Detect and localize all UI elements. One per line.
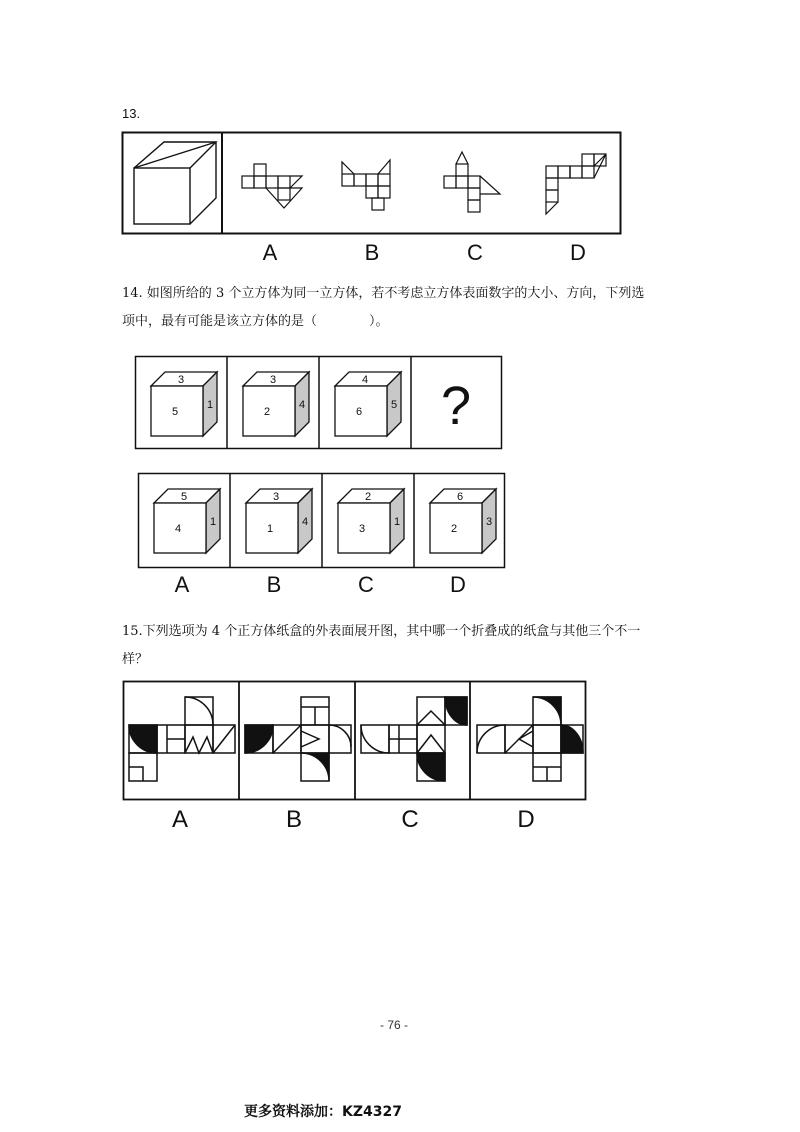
given-cube-2-front: 2 bbox=[263, 406, 271, 418]
q13-option-c-label: C bbox=[467, 240, 483, 265]
choice-cube-d-top: 6 bbox=[456, 491, 464, 503]
q15-option-b-label: B bbox=[285, 806, 302, 833]
choice-cube-c-side: 1 bbox=[393, 516, 401, 528]
given-cube-1-top: 3 bbox=[177, 374, 185, 386]
q14-question-line1: 14. 如图所给的 3 个立方体为同一立方体，若不考虑立方体表面数字的大小、方向，下列选 bbox=[122, 286, 645, 301]
choice-cube-c-top: 2 bbox=[364, 491, 372, 503]
choice-cube-a-front: 4 bbox=[174, 523, 182, 535]
choice-cube-b bbox=[246, 489, 312, 553]
q13-option-a-label: A bbox=[262, 240, 278, 265]
given-cube-2-top: 3 bbox=[269, 374, 277, 386]
q15-net-a bbox=[129, 697, 235, 781]
choice-cube-a bbox=[154, 489, 220, 553]
page-number: - 76 - bbox=[380, 1018, 409, 1032]
q15-question-line2: 样？ bbox=[122, 652, 149, 667]
choice-cube-b-front: 1 bbox=[266, 523, 274, 535]
given-cube-2-side: 4 bbox=[298, 399, 306, 411]
choice-cube-d bbox=[430, 489, 496, 553]
q13-net-d bbox=[546, 154, 606, 214]
choice-cube-a-top: 5 bbox=[180, 491, 188, 503]
q15-question-line1: 15.下列选项为 4 个正方体纸盒的外表面展开图，其中哪一个折叠成的纸盒与其他三个不一 bbox=[122, 624, 641, 639]
given-cube-1-side: 1 bbox=[206, 399, 214, 411]
q14-option-c-label: C bbox=[358, 572, 374, 597]
given-cube-3-front: 6 bbox=[355, 406, 363, 418]
given-cube-3-side: 5 bbox=[390, 399, 398, 411]
q14-option-d-label: D bbox=[450, 572, 466, 597]
question-mark: ? bbox=[440, 376, 472, 436]
q13-figure bbox=[122, 132, 622, 236]
q13-option-b-label: B bbox=[364, 240, 380, 265]
choice-cube-c bbox=[338, 489, 404, 553]
q14-option-a-label: A bbox=[174, 572, 190, 597]
choice-cube-d-side: 3 bbox=[485, 516, 493, 528]
choice-cube-d-front: 2 bbox=[450, 523, 458, 535]
q14-option-b-label: B bbox=[266, 572, 282, 597]
q13-number: 13. bbox=[122, 106, 141, 121]
q13-option-d-label: D bbox=[570, 240, 586, 265]
given-cube-2 bbox=[243, 372, 309, 436]
given-cube-3-top: 4 bbox=[361, 374, 369, 386]
given-cube-3 bbox=[335, 372, 401, 436]
choice-cube-b-top: 3 bbox=[272, 491, 280, 503]
q14-given-figure bbox=[135, 356, 503, 450]
choice-cube-a-side: 1 bbox=[209, 516, 217, 528]
q14-choices-figure bbox=[138, 473, 506, 569]
reference-cube bbox=[134, 142, 216, 224]
q15-net-d bbox=[477, 697, 583, 781]
q15-figure bbox=[123, 681, 587, 801]
q14-question-line2: 项中，最有可能是该立方体的是（ ）。 bbox=[122, 314, 389, 329]
q13-net-a bbox=[242, 164, 302, 208]
q13-net-b bbox=[342, 160, 390, 210]
given-cube-1-front: 5 bbox=[171, 406, 179, 418]
choice-cube-c-front: 3 bbox=[358, 523, 366, 535]
q15-net-b bbox=[245, 697, 351, 781]
q13-net-c bbox=[444, 152, 500, 212]
choice-cube-b-side: 4 bbox=[301, 516, 309, 528]
q15-net-c bbox=[361, 697, 467, 781]
q15-option-c-label: C bbox=[401, 806, 419, 833]
q15-option-a-label: A bbox=[171, 806, 188, 833]
given-cube-1 bbox=[151, 372, 217, 436]
q15-option-d-label: D bbox=[517, 806, 535, 833]
footer-note: 更多资料添加：KZ4327 bbox=[244, 1104, 402, 1120]
